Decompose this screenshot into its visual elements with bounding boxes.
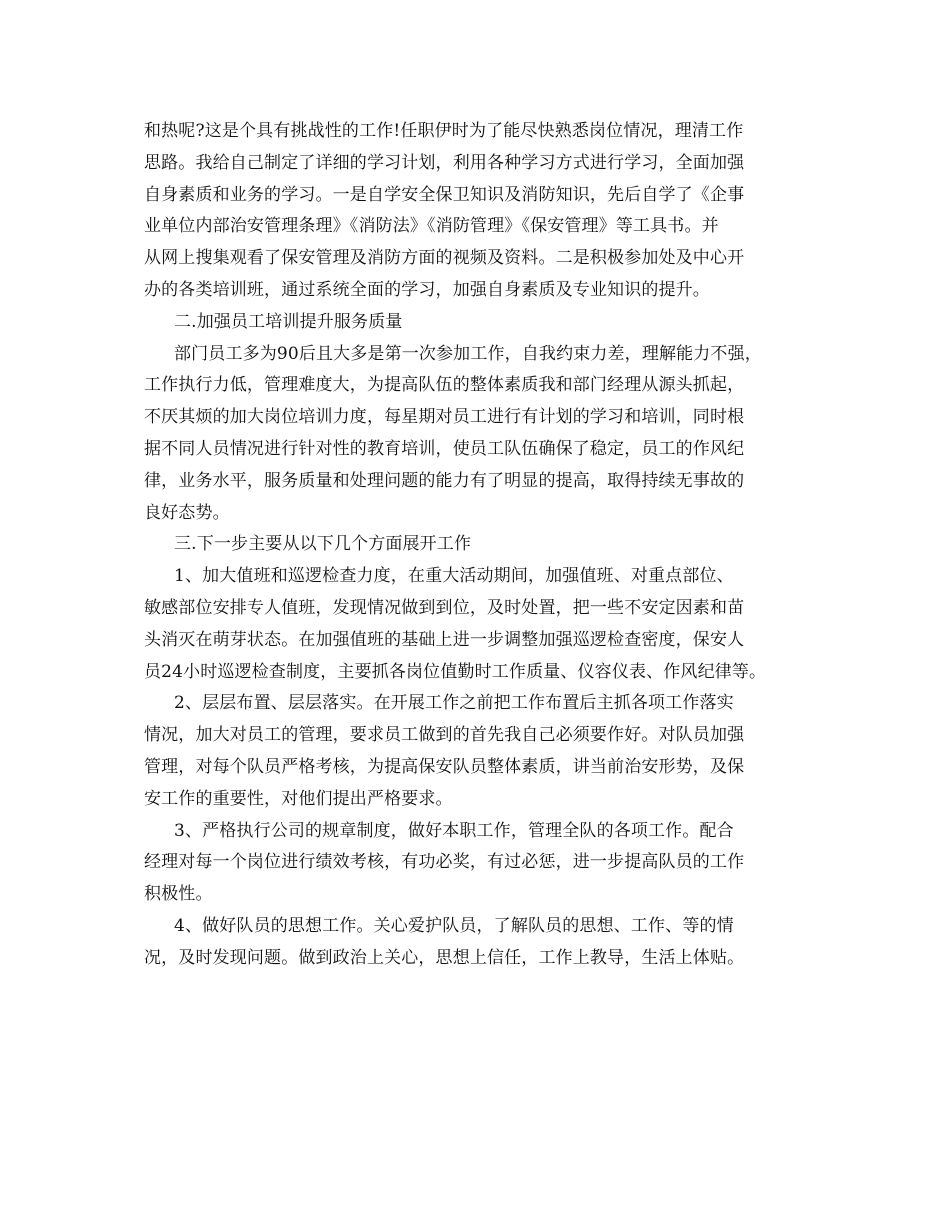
section-heading: 二.加强员工培训提升服务质量 — [174, 311, 403, 332]
text-line: 管理，对每个队员严格考核，为提高保安队员整体素质，讲当前治安形势，及保 — [144, 756, 745, 777]
text-line: 业单位内部治安管理条理》《消防法》《消防管理》《保安管理》等工具书。并 — [144, 216, 719, 237]
text-line: 良好态势。 — [144, 502, 230, 523]
text-line: 况，及时发现问题。做到政治上关心，思想上信任，工作上教导，生活上体贴。 — [144, 947, 745, 968]
list-item-1-line: 1、加大值班和巡逻检查力度，在重大活动期间，加强值班、对重点部位、 — [174, 566, 734, 587]
text-line: 部门员工多为90后且大多是第一次参加工作，自我约束力差，理解能力不强， — [174, 343, 762, 364]
document-body — [144, 116, 804, 975]
text-line: 敏感部位安排专人值班，发现情况做到到位，及时处置，把一些不安定因素和苗 — [144, 597, 745, 618]
list-item-2-line: 2、层层布置、层层落实。在开展工作之前把工作布置后主抓各项工作落实 — [174, 693, 734, 714]
list-item-3-line: 3、严格执行公司的规章制度，做好本职工作，管理全队的各项工作。配合 — [174, 820, 734, 841]
text-line: 经理对每一个岗位进行绩效考核，有功必奖，有过必惩，进一步提高队员的工作 — [144, 852, 745, 873]
text-line: 自身素质和业务的学习。一是自学安全保卫知识及消防知识，先后自学了《企事 — [144, 184, 745, 205]
text-line: 据不同人员情况进行针对性的教育培训，使员工队伍确保了稳定，员工的作风纪 — [144, 438, 745, 459]
text-line: 从网上搜集观看了保安管理及消防方面的视频及资料。二是积极参加处及中心开 — [144, 248, 745, 269]
list-item-4-line: 4、做好队员的思想工作。关心爱护队员，了解队员的思想、工作、等的情 — [174, 915, 734, 936]
text-line: 头消灭在萌芽状态。在加强值班的基础上进一步调整加强巡逻检查密度，保安人 — [144, 629, 745, 650]
text-line: 律，业务水平，服务质量和处理问题的能力有了明显的提高，取得持续无事故的 — [144, 470, 745, 491]
text-line: 积极性。 — [144, 884, 213, 905]
section-heading: 三.下一步主要从以下几个方面展开工作 — [174, 534, 472, 555]
text-line: 安工作的重要性，对他们提出严格要求。 — [144, 788, 453, 809]
text-line: 员24小时巡逻检查制度，主要抓各岗位值勤时工作质量、仪容仪表、作风纪律等。 — [144, 661, 767, 682]
text-line: 和热呢?这是个具有挑战性的工作!任职伊时为了能尽快熟悉岗位情况，理清工作 — [144, 121, 744, 141]
text-line: 工作执行力低，管理难度大，为提高队伍的整体素质我和部门经理从源头抓起， — [144, 375, 745, 396]
text-line: 情况，加大对员工的管理，要求员工做到的首先我自己必须要作好。对队员加强 — [144, 725, 745, 746]
text-line: 办的各类培训班，通过系统全面的学习，加强自身素质及专业知识的提升。 — [144, 279, 710, 300]
text-line: 思路。我给自己制定了详细的学习计划，利用各种学习方式进行学习，全面加强 — [144, 152, 745, 173]
text-line: 不厌其烦的加大岗位培训力度，每星期对员工进行有计划的学习和培训，同时根 — [144, 407, 745, 428]
